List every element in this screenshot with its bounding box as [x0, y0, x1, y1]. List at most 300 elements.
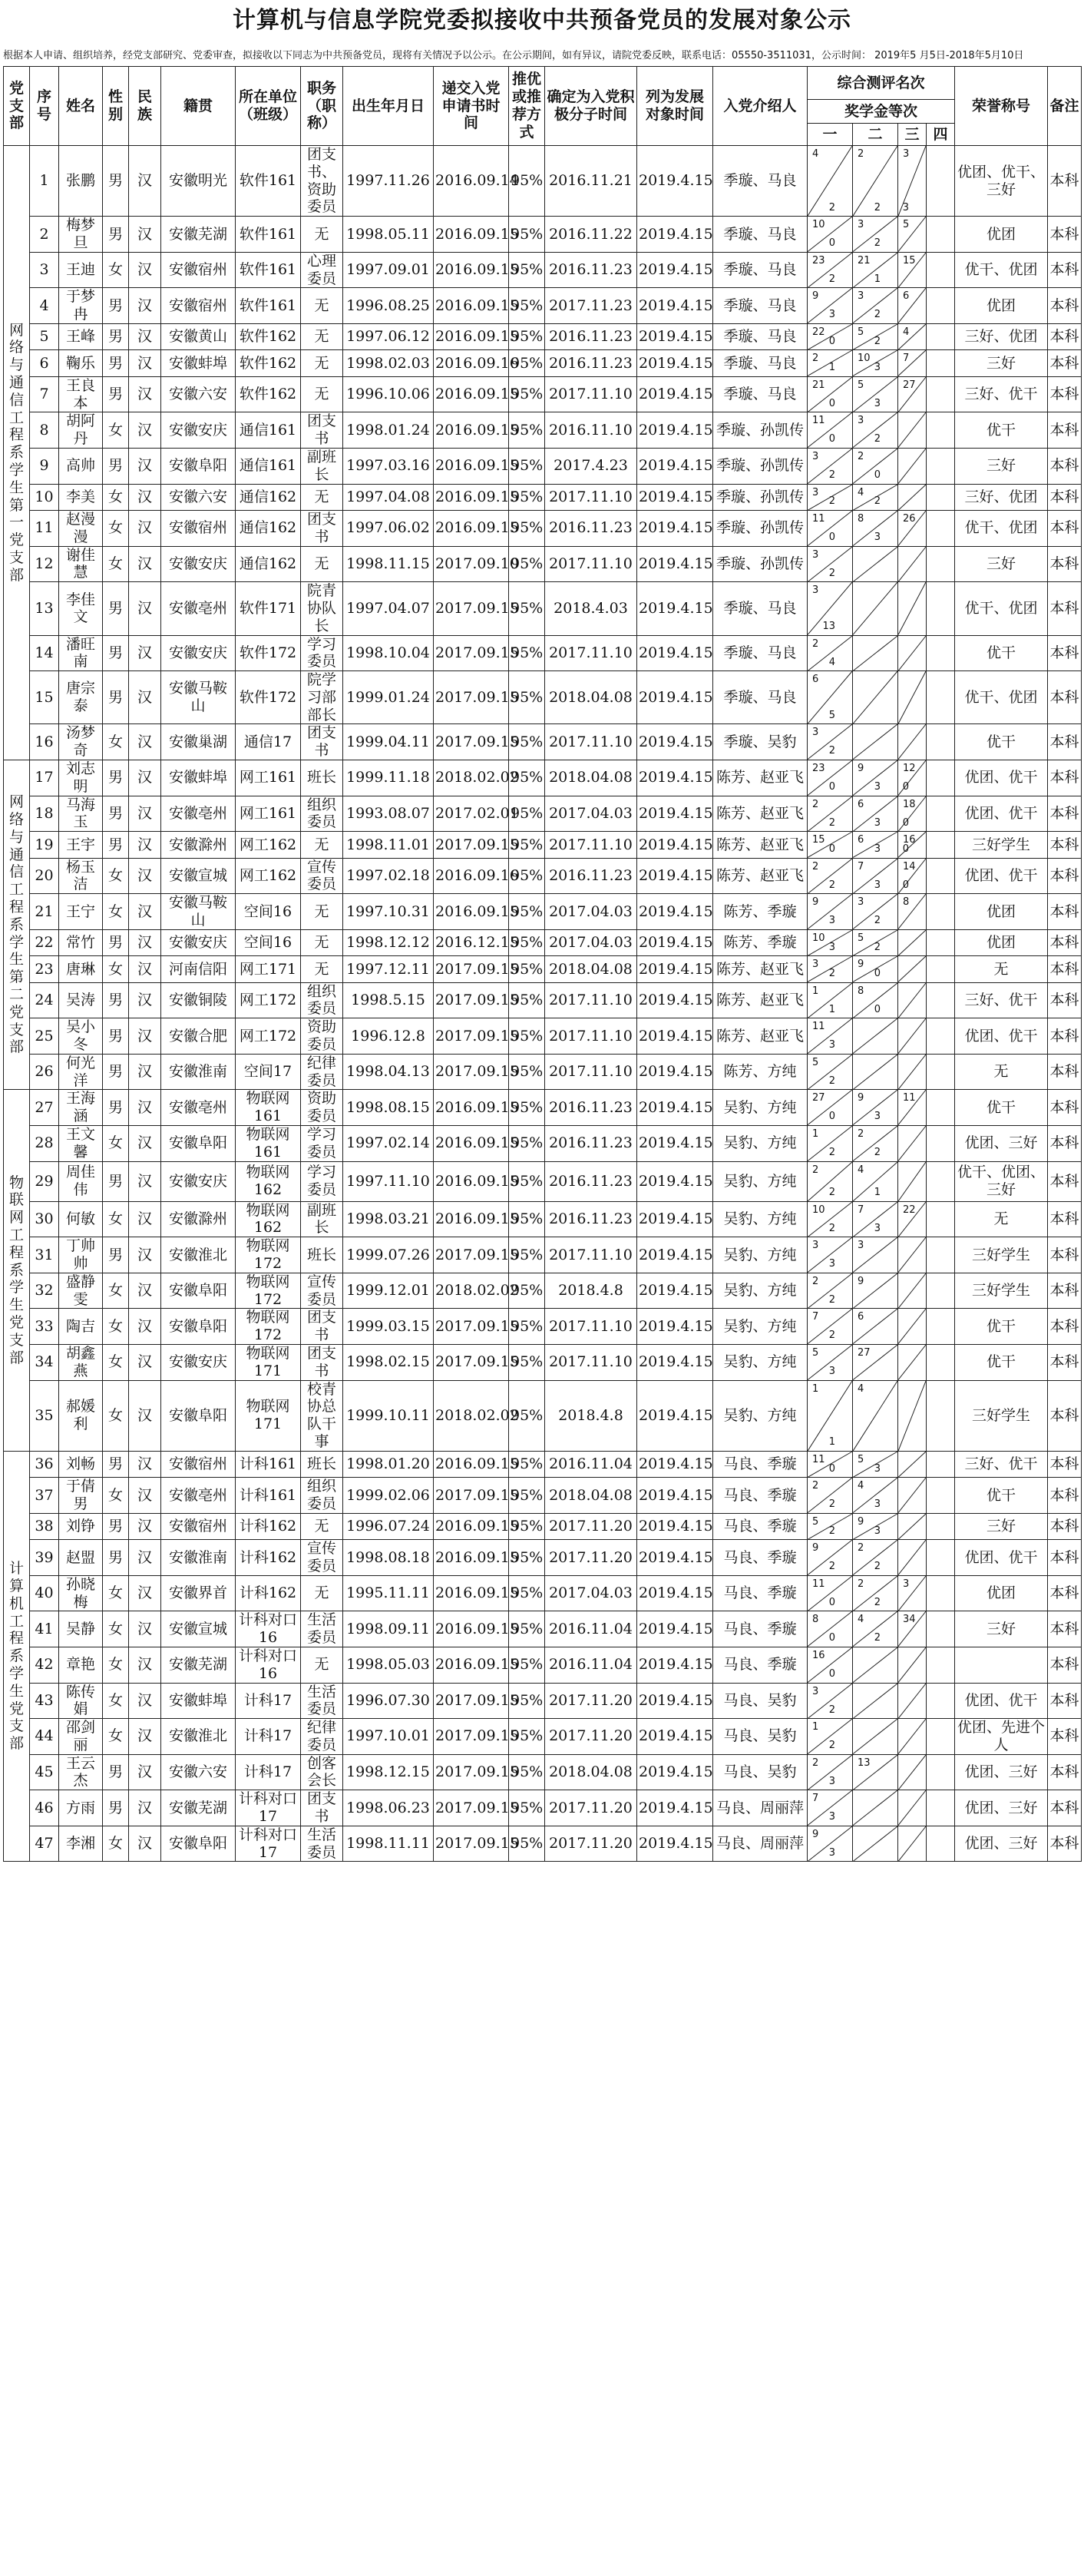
name-cell: 胡阿丹 — [59, 412, 103, 449]
birth-cell: 1998.11.11 — [343, 1826, 434, 1862]
rank-cell-grade-2 — [853, 858, 898, 894]
scholarship-count: 3 — [874, 362, 881, 374]
rank-cell-grade-4 — [927, 671, 955, 724]
develop-date-cell: 2019.4.15 — [637, 635, 713, 671]
rank-cell-grade-2 — [853, 217, 898, 253]
scholarship-count: 3 — [874, 1111, 881, 1123]
rank-value: 2 — [812, 353, 819, 365]
activist-date-cell: 2017.11.20 — [545, 1513, 637, 1539]
gender-cell: 男 — [103, 1018, 129, 1055]
ethnic-cell: 汉 — [129, 1161, 161, 1201]
remark-cell: 本科 — [1048, 760, 1082, 796]
rate-cell: 95% — [509, 1826, 545, 1862]
rank-value: 4 — [858, 1382, 864, 1395]
apply-date-cell: 2018.02.02 — [434, 1273, 509, 1309]
birth-cell: 1996.07.30 — [343, 1683, 434, 1719]
rank-value: 8 — [812, 1614, 819, 1626]
rank-cell-grade-2 — [853, 510, 898, 546]
activist-date-cell: 2017.11.10 — [545, 724, 637, 760]
duty-cell: 无 — [301, 1513, 343, 1539]
header-develop: 列为发展对象时间 — [637, 67, 713, 146]
diagonal-divider — [853, 1684, 897, 1719]
introducer-cell: 季璇、吴豹 — [713, 724, 808, 760]
scholarship-count: 2 — [874, 433, 881, 445]
honor-cell: 三好 — [955, 1513, 1048, 1539]
table-row — [4, 323, 1082, 349]
rank-cell-grade-1 — [808, 1513, 853, 1539]
duty-cell: 学习委员 — [301, 1126, 343, 1162]
diagonal-divider — [898, 412, 926, 448]
rank-value: 11 — [903, 1092, 916, 1104]
name-cell: 刘畅 — [59, 1451, 103, 1477]
origin-cell: 安徽宿州 — [161, 510, 236, 546]
duty-cell: 无 — [301, 929, 343, 955]
rank-cell-grade-2 — [853, 1380, 898, 1451]
scholarship-count: 0 — [828, 531, 835, 543]
seq-cell: 44 — [30, 1719, 59, 1755]
develop-date-cell: 2019.4.15 — [637, 1018, 713, 1055]
duty-cell: 副班长 — [301, 448, 343, 484]
name-cell: 陶吉 — [59, 1309, 103, 1345]
scholarship-count: 2 — [828, 1147, 835, 1158]
scholarship-count: 0 — [828, 1596, 835, 1608]
rank-cell-grade-1 — [808, 546, 853, 582]
scholarship-count: 0 — [828, 843, 835, 856]
rank-cell-grade-4 — [927, 1611, 955, 1647]
rank-cell-grade-3 — [898, 323, 927, 349]
activist-date-cell: 2017.11.10 — [545, 635, 637, 671]
rank-value: 2 — [812, 860, 819, 872]
rank-cell-grade-1 — [808, 1126, 853, 1162]
unit-cell: 物联网172 — [236, 1309, 301, 1345]
rank-cell-grade-4 — [927, 1647, 955, 1683]
rank-value: 3 — [812, 450, 819, 462]
gender-cell: 男 — [103, 671, 129, 724]
duty-cell: 无 — [301, 1647, 343, 1683]
remark-cell: 本科 — [1048, 1719, 1082, 1755]
scholarship-count: 1 — [828, 1436, 835, 1449]
rank-cell-grade-4 — [927, 1090, 955, 1126]
rank-cell-grade-2 — [853, 929, 898, 955]
birth-cell: 1996.07.24 — [343, 1513, 434, 1539]
rank-cell-grade-4 — [927, 1575, 955, 1611]
apply-date-cell: 2017.09.15 — [434, 671, 509, 724]
scholarship-count: 2 — [828, 745, 835, 757]
rank-cell-grade-1 — [808, 894, 853, 930]
rank-cell-grade-3 — [898, 858, 927, 894]
rank-cell-grade-3 — [898, 1790, 927, 1826]
diagonal-divider — [898, 1514, 926, 1539]
name-cell: 方雨 — [59, 1790, 103, 1826]
name-cell: 唐宗泰 — [59, 671, 103, 724]
develop-date-cell: 2019.4.15 — [637, 982, 713, 1018]
scholarship-count: 2 — [874, 941, 881, 953]
seq-cell: 3 — [30, 252, 59, 288]
birth-cell: 1997.06.12 — [343, 323, 434, 349]
honor-cell: 三好 — [955, 350, 1048, 376]
scholarship-count: 2 — [828, 816, 835, 829]
honor-cell: 三好、优干 — [955, 376, 1048, 412]
honor-cell: 优干 — [955, 1478, 1048, 1514]
seq-cell: 9 — [30, 448, 59, 484]
rank-value: 6 — [858, 1311, 864, 1323]
rate-cell: 95% — [509, 1611, 545, 1647]
rank-value: 8 — [858, 512, 864, 525]
develop-date-cell: 2019.4.15 — [637, 929, 713, 955]
activist-date-cell: 2016.11.23 — [545, 323, 637, 349]
origin-cell: 安徽阜阳 — [161, 1273, 236, 1309]
activist-date-cell: 2018.4.8 — [545, 1380, 637, 1451]
honor-cell: 优团、三好 — [955, 1754, 1048, 1790]
scholarship-count: 0 — [828, 397, 835, 409]
name-cell: 丁帅帅 — [59, 1237, 103, 1273]
rank-cell-grade-4 — [927, 582, 955, 635]
rank-cell-grade-1 — [808, 376, 853, 412]
table-body — [4, 146, 1082, 1862]
activist-date-cell: 2017.04.03 — [545, 929, 637, 955]
rank-value: 2 — [812, 1275, 819, 1287]
birth-cell: 1998.04.13 — [343, 1054, 434, 1090]
develop-date-cell: 2019.4.15 — [637, 350, 713, 376]
scholarship-count: 1 — [828, 1003, 835, 1015]
origin-cell: 安徽明光 — [161, 146, 236, 217]
gender-cell: 男 — [103, 448, 129, 484]
ethnic-cell: 汉 — [129, 1309, 161, 1345]
rate-cell: 95% — [509, 832, 545, 858]
rank-value: 11 — [812, 1021, 825, 1033]
birth-cell: 1995.11.11 — [343, 1575, 434, 1611]
develop-date-cell: 2019.4.15 — [637, 1309, 713, 1345]
apply-date-cell: 2016.09.15 — [434, 894, 509, 930]
origin-cell: 安徽蚌埠 — [161, 760, 236, 796]
page-title: 计算机与信息学院党委拟接收中共预备党员的发展对象公示 — [233, 7, 851, 34]
introducer-cell: 马良、季璇 — [713, 1611, 808, 1647]
ethnic-cell: 汉 — [129, 1090, 161, 1126]
seq-cell: 31 — [30, 1237, 59, 1273]
duty-cell: 无 — [301, 894, 343, 930]
gender-cell: 女 — [103, 1826, 129, 1862]
rank-cell-grade-2 — [853, 894, 898, 930]
introducer-cell: 吴豹、方纯 — [713, 1380, 808, 1451]
introducer-cell: 马良、吴豹 — [713, 1683, 808, 1719]
origin-cell: 安徽蚌埠 — [161, 350, 236, 376]
rate-cell: 95% — [509, 1237, 545, 1273]
birth-cell: 1997.02.18 — [343, 858, 434, 894]
table-row — [4, 1513, 1082, 1539]
rank-cell-grade-4 — [927, 1451, 955, 1477]
diagonal-divider — [853, 636, 897, 671]
diagonal-divider — [898, 1273, 926, 1309]
rank-value: 3 — [858, 1240, 864, 1252]
rank-value: 9 — [812, 290, 819, 303]
apply-date-cell: 2017.09.15 — [434, 1018, 509, 1055]
rank-value: 9 — [858, 1515, 864, 1528]
develop-date-cell: 2019.4.15 — [637, 760, 713, 796]
rank-cell-grade-3 — [898, 1273, 927, 1309]
scholarship-count: 2 — [874, 1561, 881, 1573]
honor-cell: 三好、优团 — [955, 323, 1048, 349]
ethnic-cell: 汉 — [129, 724, 161, 760]
rank-cell-grade-3 — [898, 252, 927, 288]
rank-cell-grade-4 — [927, 832, 955, 858]
apply-date-cell: 2017.09.15 — [434, 1237, 509, 1273]
origin-cell: 安徽安庆 — [161, 412, 236, 449]
rank-cell-grade-1 — [808, 760, 853, 796]
introducer-cell: 吴豹、方纯 — [713, 1126, 808, 1162]
seq-cell: 43 — [30, 1683, 59, 1719]
remark-cell: 本科 — [1048, 1683, 1082, 1719]
gender-cell: 男 — [103, 1540, 129, 1576]
rank-value: 5 — [858, 326, 864, 338]
rank-cell-grade-2 — [853, 1647, 898, 1683]
remark-cell: 本科 — [1048, 956, 1082, 982]
scholarship-count: 3 — [874, 1498, 881, 1511]
seq-cell: 30 — [30, 1201, 59, 1237]
ethnic-cell: 汉 — [129, 1826, 161, 1862]
honor-cell: 三好 — [955, 546, 1048, 582]
rate-cell: 95% — [509, 484, 545, 510]
rank-cell-grade-2 — [853, 252, 898, 288]
remark-cell: 本科 — [1048, 1380, 1082, 1451]
origin-cell: 安徽淮北 — [161, 1719, 236, 1755]
gender-cell: 男 — [103, 929, 129, 955]
birth-cell: 1997.11.10 — [343, 1161, 434, 1201]
rank-cell-grade-3 — [898, 894, 927, 930]
diagonal-divider — [898, 582, 926, 634]
birth-cell: 1998.12.15 — [343, 1754, 434, 1790]
scholarship-count: 0 — [828, 1111, 835, 1123]
rank-value: 23 — [812, 254, 825, 267]
rank-cell-grade-2 — [853, 1683, 898, 1719]
scholarship-count: 3 — [874, 1525, 881, 1537]
rate-cell: 95% — [509, 350, 545, 376]
unit-cell: 计科对口16 — [236, 1611, 301, 1647]
honor-cell: 优团、优干 — [955, 1540, 1048, 1576]
honor-cell: 优干 — [955, 724, 1048, 760]
origin-cell: 安徽淮北 — [161, 1237, 236, 1273]
rank-cell-grade-1 — [808, 1344, 853, 1380]
rate-cell: 95% — [509, 671, 545, 724]
rank-cell-grade-3 — [898, 832, 927, 858]
rank-cell-grade-4 — [927, 1478, 955, 1514]
gender-cell: 男 — [103, 760, 129, 796]
rank-cell-grade-4 — [927, 1054, 955, 1090]
rank-cell-grade-4 — [927, 484, 955, 510]
seq-cell: 12 — [30, 546, 59, 582]
rank-value: 16 — [812, 1649, 825, 1661]
honor-cell: 三好学生 — [955, 1237, 1048, 1273]
origin-cell: 安徽宣城 — [161, 858, 236, 894]
rank-cell-grade-4 — [927, 252, 955, 288]
origin-cell: 安徽芜湖 — [161, 1790, 236, 1826]
rank-value: 9 — [812, 1828, 819, 1840]
name-cell: 李佳文 — [59, 582, 103, 635]
rank-cell-grade-3 — [898, 956, 927, 982]
rank-cell-grade-4 — [927, 146, 955, 217]
rank-cell-grade-1 — [808, 1273, 853, 1309]
scholarship-count: 3 — [874, 397, 881, 409]
rank-cell-grade-3 — [898, 1309, 927, 1345]
unit-cell: 网工171 — [236, 956, 301, 982]
seq-cell: 6 — [30, 350, 59, 376]
rank-cell-grade-4 — [927, 1513, 955, 1539]
seq-cell: 28 — [30, 1126, 59, 1162]
rank-cell-grade-4 — [927, 929, 955, 955]
seq-cell: 38 — [30, 1513, 59, 1539]
activist-date-cell: 2017.11.20 — [545, 1683, 637, 1719]
seq-cell: 42 — [30, 1647, 59, 1683]
rank-cell-grade-3 — [898, 288, 927, 324]
rank-cell-grade-1 — [808, 1451, 853, 1477]
birth-cell: 1998.02.15 — [343, 1344, 434, 1380]
remark-cell: 本科 — [1048, 1575, 1082, 1611]
activist-date-cell: 2017.11.20 — [545, 1719, 637, 1755]
rank-cell-grade-2 — [853, 288, 898, 324]
diagonal-divider — [853, 1719, 897, 1754]
ethnic-cell: 汉 — [129, 448, 161, 484]
activist-date-cell: 2016.11.22 — [545, 217, 637, 253]
name-cell: 鞠乐 — [59, 350, 103, 376]
rank-cell-grade-2 — [853, 1451, 898, 1477]
rank-value: 18 — [903, 798, 916, 810]
rank-value: 8 — [858, 985, 864, 997]
unit-cell: 计科162 — [236, 1540, 301, 1576]
table-row — [4, 1478, 1082, 1514]
rate-cell: 95% — [509, 1540, 545, 1576]
seq-cell: 46 — [30, 1790, 59, 1826]
header-apply: 递交入党申请书时间 — [434, 67, 509, 146]
apply-date-cell: 2017.09.15 — [434, 1344, 509, 1380]
rank-cell-grade-3 — [898, 1380, 927, 1451]
develop-date-cell: 2019.4.15 — [637, 1161, 713, 1201]
rate-cell: 95% — [509, 412, 545, 449]
rate-cell: 95% — [509, 1754, 545, 1790]
ethnic-cell: 汉 — [129, 323, 161, 349]
unit-cell: 通信161 — [236, 448, 301, 484]
rank-value: 5 — [812, 1056, 819, 1068]
rank-cell-grade-1 — [808, 929, 853, 955]
introducer-cell: 吴豹、方纯 — [713, 1273, 808, 1309]
gender-cell: 女 — [103, 1309, 129, 1345]
table-row — [4, 796, 1082, 832]
gender-cell: 女 — [103, 546, 129, 582]
activist-date-cell: 2016.11.10 — [545, 412, 637, 449]
origin-cell: 安徽六安 — [161, 1754, 236, 1790]
scholarship-count: 2 — [874, 495, 881, 508]
scholarship-count: 2 — [828, 1329, 835, 1342]
unit-cell: 软件172 — [236, 635, 301, 671]
gender-cell: 男 — [103, 982, 129, 1018]
ethnic-cell: 汉 — [129, 796, 161, 832]
name-cell: 潘旺南 — [59, 635, 103, 671]
rank-cell-grade-3 — [898, 1478, 927, 1514]
origin-cell: 安徽阜阳 — [161, 448, 236, 484]
branch-cell: 计算机工程系学生党支部 — [4, 1451, 30, 1862]
gender-cell: 男 — [103, 376, 129, 412]
unit-cell: 通信162 — [236, 546, 301, 582]
name-cell: 邵剑丽 — [59, 1719, 103, 1755]
rank-value: 13 — [858, 1757, 871, 1769]
origin-cell: 安徽安庆 — [161, 1344, 236, 1380]
rank-cell-grade-3 — [898, 350, 927, 376]
table-row — [4, 1018, 1082, 1055]
rank-cell-grade-3 — [898, 376, 927, 412]
duty-cell: 学习委员 — [301, 635, 343, 671]
rank-value: 27 — [903, 379, 916, 391]
introducer-cell: 陈芳、方纯 — [713, 1054, 808, 1090]
birth-cell: 1998.10.04 — [343, 635, 434, 671]
rank-cell-grade-2 — [853, 376, 898, 412]
scholarship-count: 3 — [828, 1258, 835, 1270]
honor-cell: 三好 — [955, 1611, 1048, 1647]
honor-cell: 无 — [955, 1201, 1048, 1237]
duty-cell: 宣传委员 — [301, 858, 343, 894]
apply-date-cell: 2017.09.15 — [434, 1683, 509, 1719]
diagonal-divider — [898, 485, 926, 510]
birth-cell: 1997.10.01 — [343, 1719, 434, 1755]
unit-cell: 计科17 — [236, 1683, 301, 1719]
rank-cell-grade-2 — [853, 1513, 898, 1539]
rank-value: 9 — [812, 1542, 819, 1555]
diagonal-divider — [898, 930, 926, 955]
honor-cell: 优干、优团 — [955, 252, 1048, 288]
header-honor: 荣誉称号 — [955, 67, 1048, 146]
gender-cell: 女 — [103, 510, 129, 546]
origin-cell: 安徽亳州 — [161, 796, 236, 832]
scholarship-count: 5 — [828, 709, 835, 721]
duty-cell: 副班长 — [301, 1201, 343, 1237]
duty-cell: 班长 — [301, 760, 343, 796]
apply-date-cell: 2016.09.16 — [434, 350, 509, 376]
birth-cell: 1998.11.15 — [343, 546, 434, 582]
ethnic-cell: 汉 — [129, 376, 161, 412]
scholarship-count: 2 — [874, 335, 881, 347]
seq-cell: 37 — [30, 1478, 59, 1514]
rank-cell-grade-3 — [898, 1201, 927, 1237]
origin-cell: 安徽铜陵 — [161, 982, 236, 1018]
rate-cell: 95% — [509, 635, 545, 671]
rank-cell-grade-1 — [808, 582, 853, 635]
rank-value: 7 — [858, 860, 864, 872]
duty-cell: 生活委员 — [301, 1826, 343, 1862]
birth-cell: 1997.10.31 — [343, 894, 434, 930]
rank-cell-grade-1 — [808, 1826, 853, 1862]
unit-cell: 通信17 — [236, 724, 301, 760]
ethnic-cell: 汉 — [129, 1451, 161, 1477]
rate-cell: 95% — [509, 1478, 545, 1514]
remark-cell: 本科 — [1048, 635, 1082, 671]
origin-cell: 安徽安庆 — [161, 1161, 236, 1201]
seq-cell: 19 — [30, 832, 59, 858]
ethnic-cell: 汉 — [129, 252, 161, 288]
origin-cell: 安徽亳州 — [161, 582, 236, 635]
seq-cell: 40 — [30, 1575, 59, 1611]
remark-cell: 本科 — [1048, 1090, 1082, 1126]
header-duty: 职务（职称） — [301, 67, 343, 146]
activist-date-cell: 2017.11.10 — [545, 376, 637, 412]
rank-cell-grade-1 — [808, 671, 853, 724]
header-introducer: 入党介绍人 — [713, 67, 808, 146]
scholarship-count: 0 — [828, 1462, 835, 1475]
rank-value: 4 — [858, 1614, 864, 1626]
birth-cell: 1998.01.24 — [343, 412, 434, 449]
name-cell: 章艳 — [59, 1647, 103, 1683]
apply-date-cell: 2017.09.15 — [434, 1309, 509, 1345]
rank-cell-grade-1 — [808, 288, 853, 324]
apply-date-cell: 2016.09.16 — [434, 858, 509, 894]
name-cell: 吴涛 — [59, 982, 103, 1018]
activist-date-cell: 2018.04.08 — [545, 760, 637, 796]
